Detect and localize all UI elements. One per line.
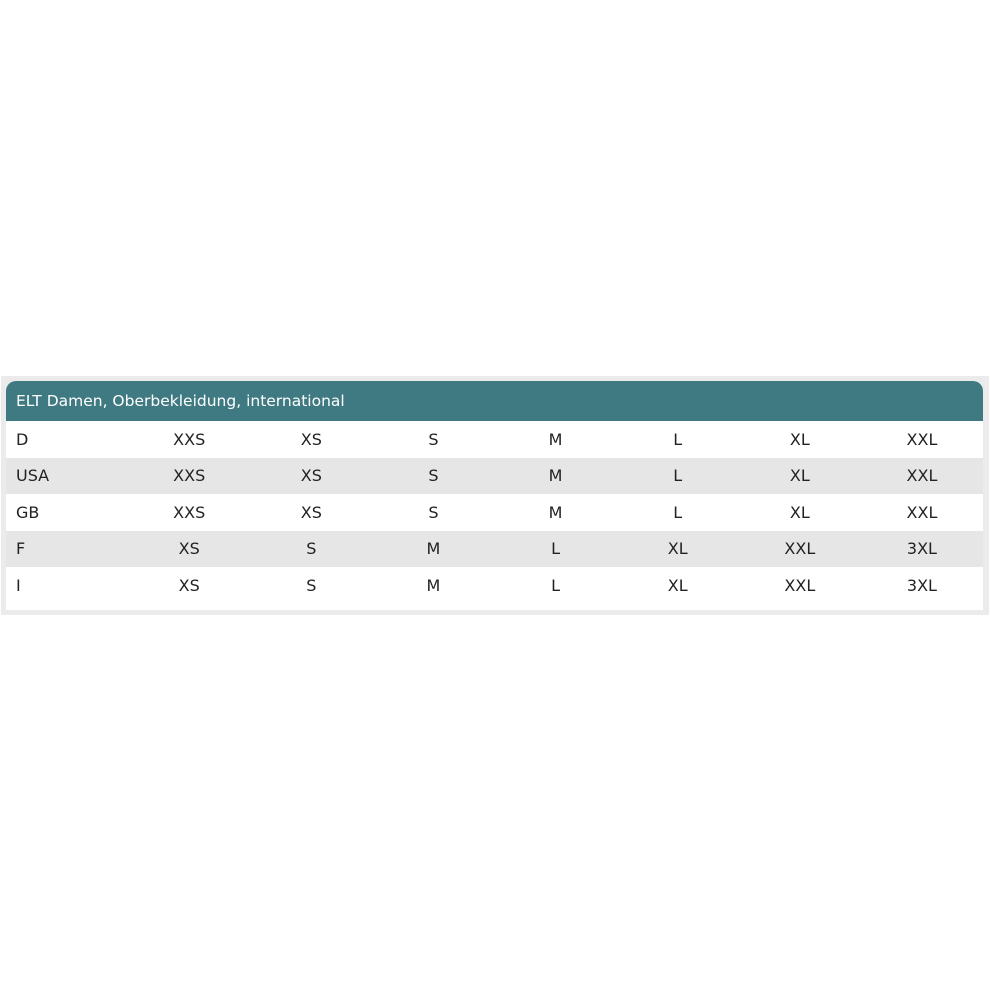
row-label: USA (16, 466, 50, 486)
size-cell: S (428, 429, 439, 449)
size-cell: M (548, 502, 563, 522)
row-label: GB (16, 502, 40, 522)
size-cell: M (548, 429, 563, 449)
size-cell: XS (300, 429, 322, 449)
size-cell: XXS (173, 466, 206, 486)
size-cell: XL (667, 575, 688, 595)
size-cell: M (426, 539, 441, 559)
size-table-body (6, 421, 983, 604)
size-cell: XL (789, 429, 810, 449)
row-label: F (16, 539, 26, 559)
size-cell: XS (178, 575, 200, 595)
size-chart (6, 381, 983, 610)
size-cell: XS (178, 539, 200, 559)
size-cell: XXL (906, 429, 938, 449)
size-cell: XXL (906, 466, 938, 486)
size-cell: L (673, 466, 683, 486)
size-cell: XS (300, 502, 322, 522)
table-row-i (6, 567, 983, 604)
size-cell: XL (789, 502, 810, 522)
size-cell: XL (667, 539, 688, 559)
size-cell: L (673, 429, 683, 449)
size-cell: S (306, 539, 317, 559)
table-row-gb (6, 494, 983, 531)
size-cell: 3XL (906, 575, 937, 595)
size-chart-title: ELT Damen, Oberbekleidung, international (6, 381, 983, 421)
size-cell: S (428, 466, 439, 486)
size-cell: M (426, 575, 441, 595)
size-table (6, 421, 983, 604)
size-cell: XXS (173, 502, 206, 522)
size-cell: L (673, 502, 683, 522)
row-label: I (16, 575, 21, 595)
size-cell: XS (300, 466, 322, 486)
size-chart-frame (1, 376, 989, 615)
table-row-d (6, 421, 983, 458)
table-row-usa (6, 458, 983, 495)
size-cell: S (306, 575, 317, 595)
table-row-f (6, 531, 983, 568)
size-cell: XXL (906, 502, 938, 522)
size-cell: XXS (173, 429, 206, 449)
size-cell: L (551, 575, 561, 595)
size-cell: 3XL (906, 539, 937, 559)
row-label: D (16, 429, 29, 449)
size-cell: XXL (784, 575, 816, 595)
size-cell: XL (789, 466, 810, 486)
size-cell: S (428, 502, 439, 522)
size-cell: XXL (784, 539, 816, 559)
size-cell: L (551, 539, 561, 559)
size-cell: M (548, 466, 563, 486)
